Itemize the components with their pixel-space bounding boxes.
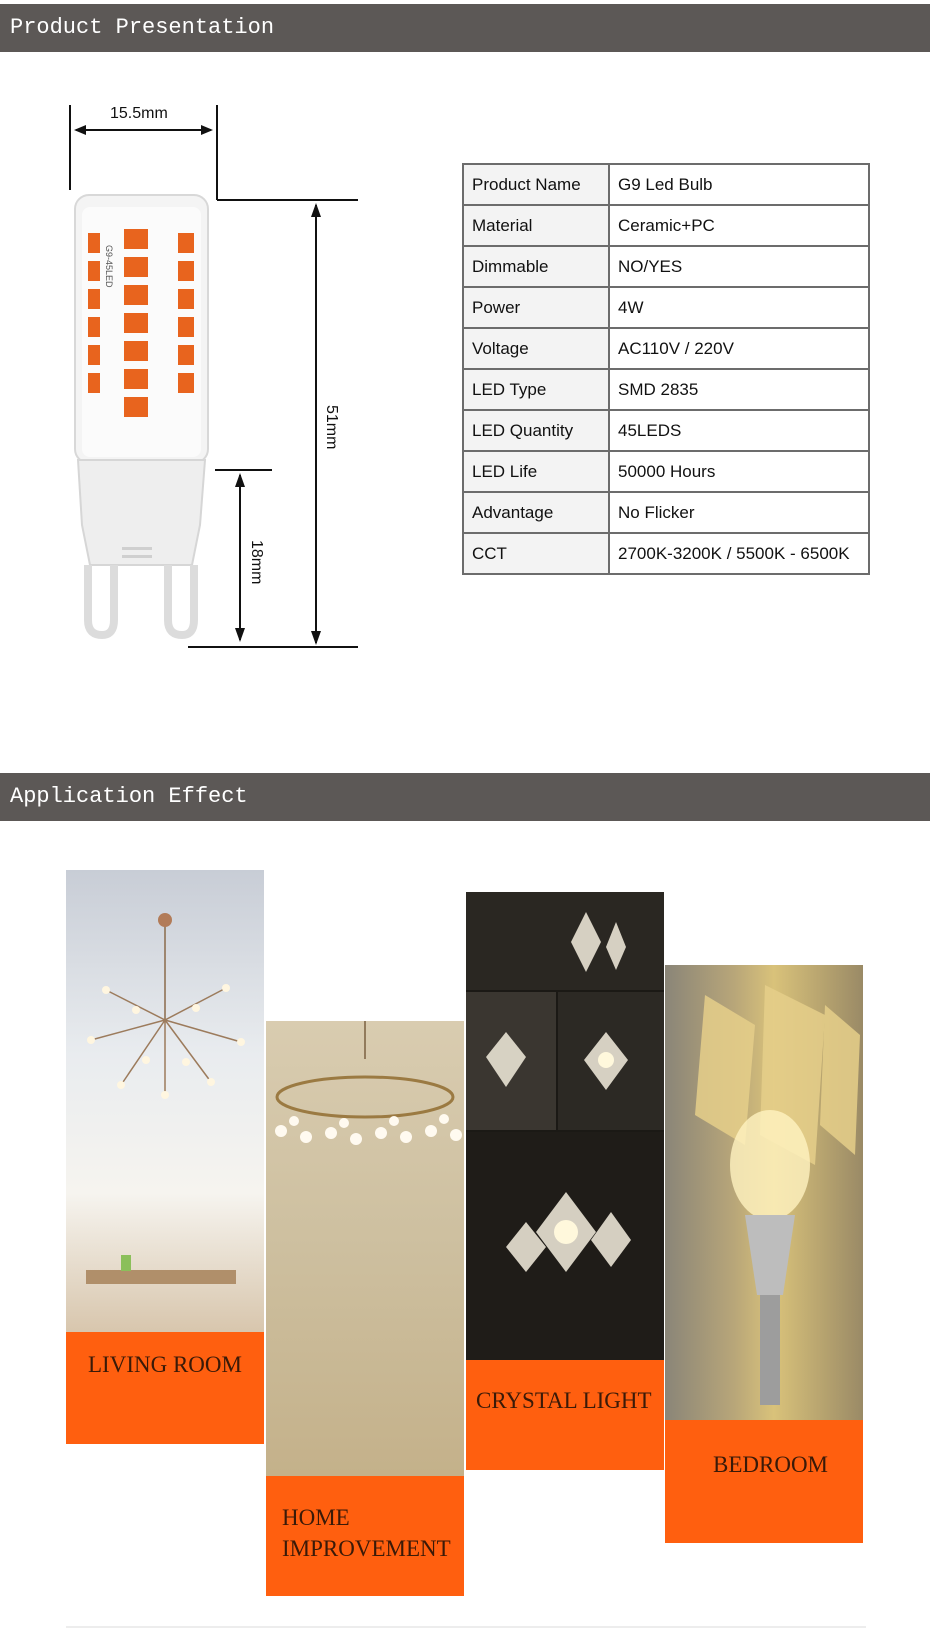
home-improvement-photo — [266, 1021, 464, 1476]
home-improvement-caption — [266, 1476, 464, 1596]
table-row — [463, 492, 869, 533]
bedroom-caption — [665, 1420, 863, 1543]
spec-key: Advantage — [463, 492, 609, 533]
spec-value: NO/YES — [609, 246, 869, 287]
pin-label: 18mm — [248, 540, 265, 585]
living-room-photo — [66, 870, 264, 1332]
caption-text: LIVING ROOM — [88, 1352, 242, 1377]
table-row — [463, 451, 869, 492]
spec-key: LED Type — [463, 369, 609, 410]
spec-key: Product Name — [463, 164, 609, 205]
spec-key: CCT — [463, 533, 609, 574]
home-improvement-panel — [266, 1021, 464, 1596]
table-row — [463, 205, 869, 246]
crystal-light-caption — [466, 1360, 664, 1470]
spec-key: Dimmable — [463, 246, 609, 287]
spec-value: No Flicker — [609, 492, 869, 533]
table-row — [463, 164, 869, 205]
bottom-divider — [66, 1626, 866, 1628]
spec-key: Power — [463, 287, 609, 328]
crystal-light-panel — [466, 892, 664, 1470]
spec-key: LED Quantity — [463, 410, 609, 451]
living-room-panel — [66, 870, 264, 1444]
living-room-caption — [66, 1332, 264, 1444]
width-label: 15.5mm — [110, 105, 168, 122]
section-title: Application Effect — [10, 784, 248, 809]
caption-text: CRYSTAL LIGHT — [476, 1388, 652, 1413]
spec-value: G9 Led Bulb — [609, 164, 869, 205]
bedroom-panel — [665, 965, 863, 1543]
spec-key: LED Life — [463, 451, 609, 492]
spec-value: SMD 2835 — [609, 369, 869, 410]
table-row — [463, 287, 869, 328]
spec-value: AC110V / 220V — [609, 328, 869, 369]
spec-key: Voltage — [463, 328, 609, 369]
spec-value: 45LEDS — [609, 410, 869, 451]
table-row — [463, 410, 869, 451]
table-row — [463, 328, 869, 369]
table-row — [463, 246, 869, 287]
spec-value: 4W — [609, 287, 869, 328]
spec-value: Ceramic+PC — [609, 205, 869, 246]
height-label: 51mm — [323, 405, 340, 450]
caption-text: BEDROOM — [713, 1452, 829, 1477]
caption-line-1: HOME — [282, 1505, 350, 1530]
bedroom-photo — [665, 965, 863, 1420]
table-row — [463, 533, 869, 574]
caption-line-2: IMPROVEMENT — [282, 1536, 451, 1561]
spec-key: Material — [463, 205, 609, 246]
bulb-dimension-diagram — [60, 95, 370, 685]
application-effect-banner — [0, 773, 930, 821]
product-presentation-banner — [0, 4, 930, 52]
table-row — [463, 369, 869, 410]
section-title: Product Presentation — [10, 15, 275, 40]
spec-table — [462, 163, 870, 575]
bulb-marking: G9-45LED — [104, 245, 114, 288]
spec-value: 50000 Hours — [609, 451, 869, 492]
spec-value: 2700K-3200K / 5500K - 6500K — [609, 533, 869, 574]
bulb-icon — [75, 195, 208, 635]
crystal-light-photo — [466, 892, 664, 1360]
